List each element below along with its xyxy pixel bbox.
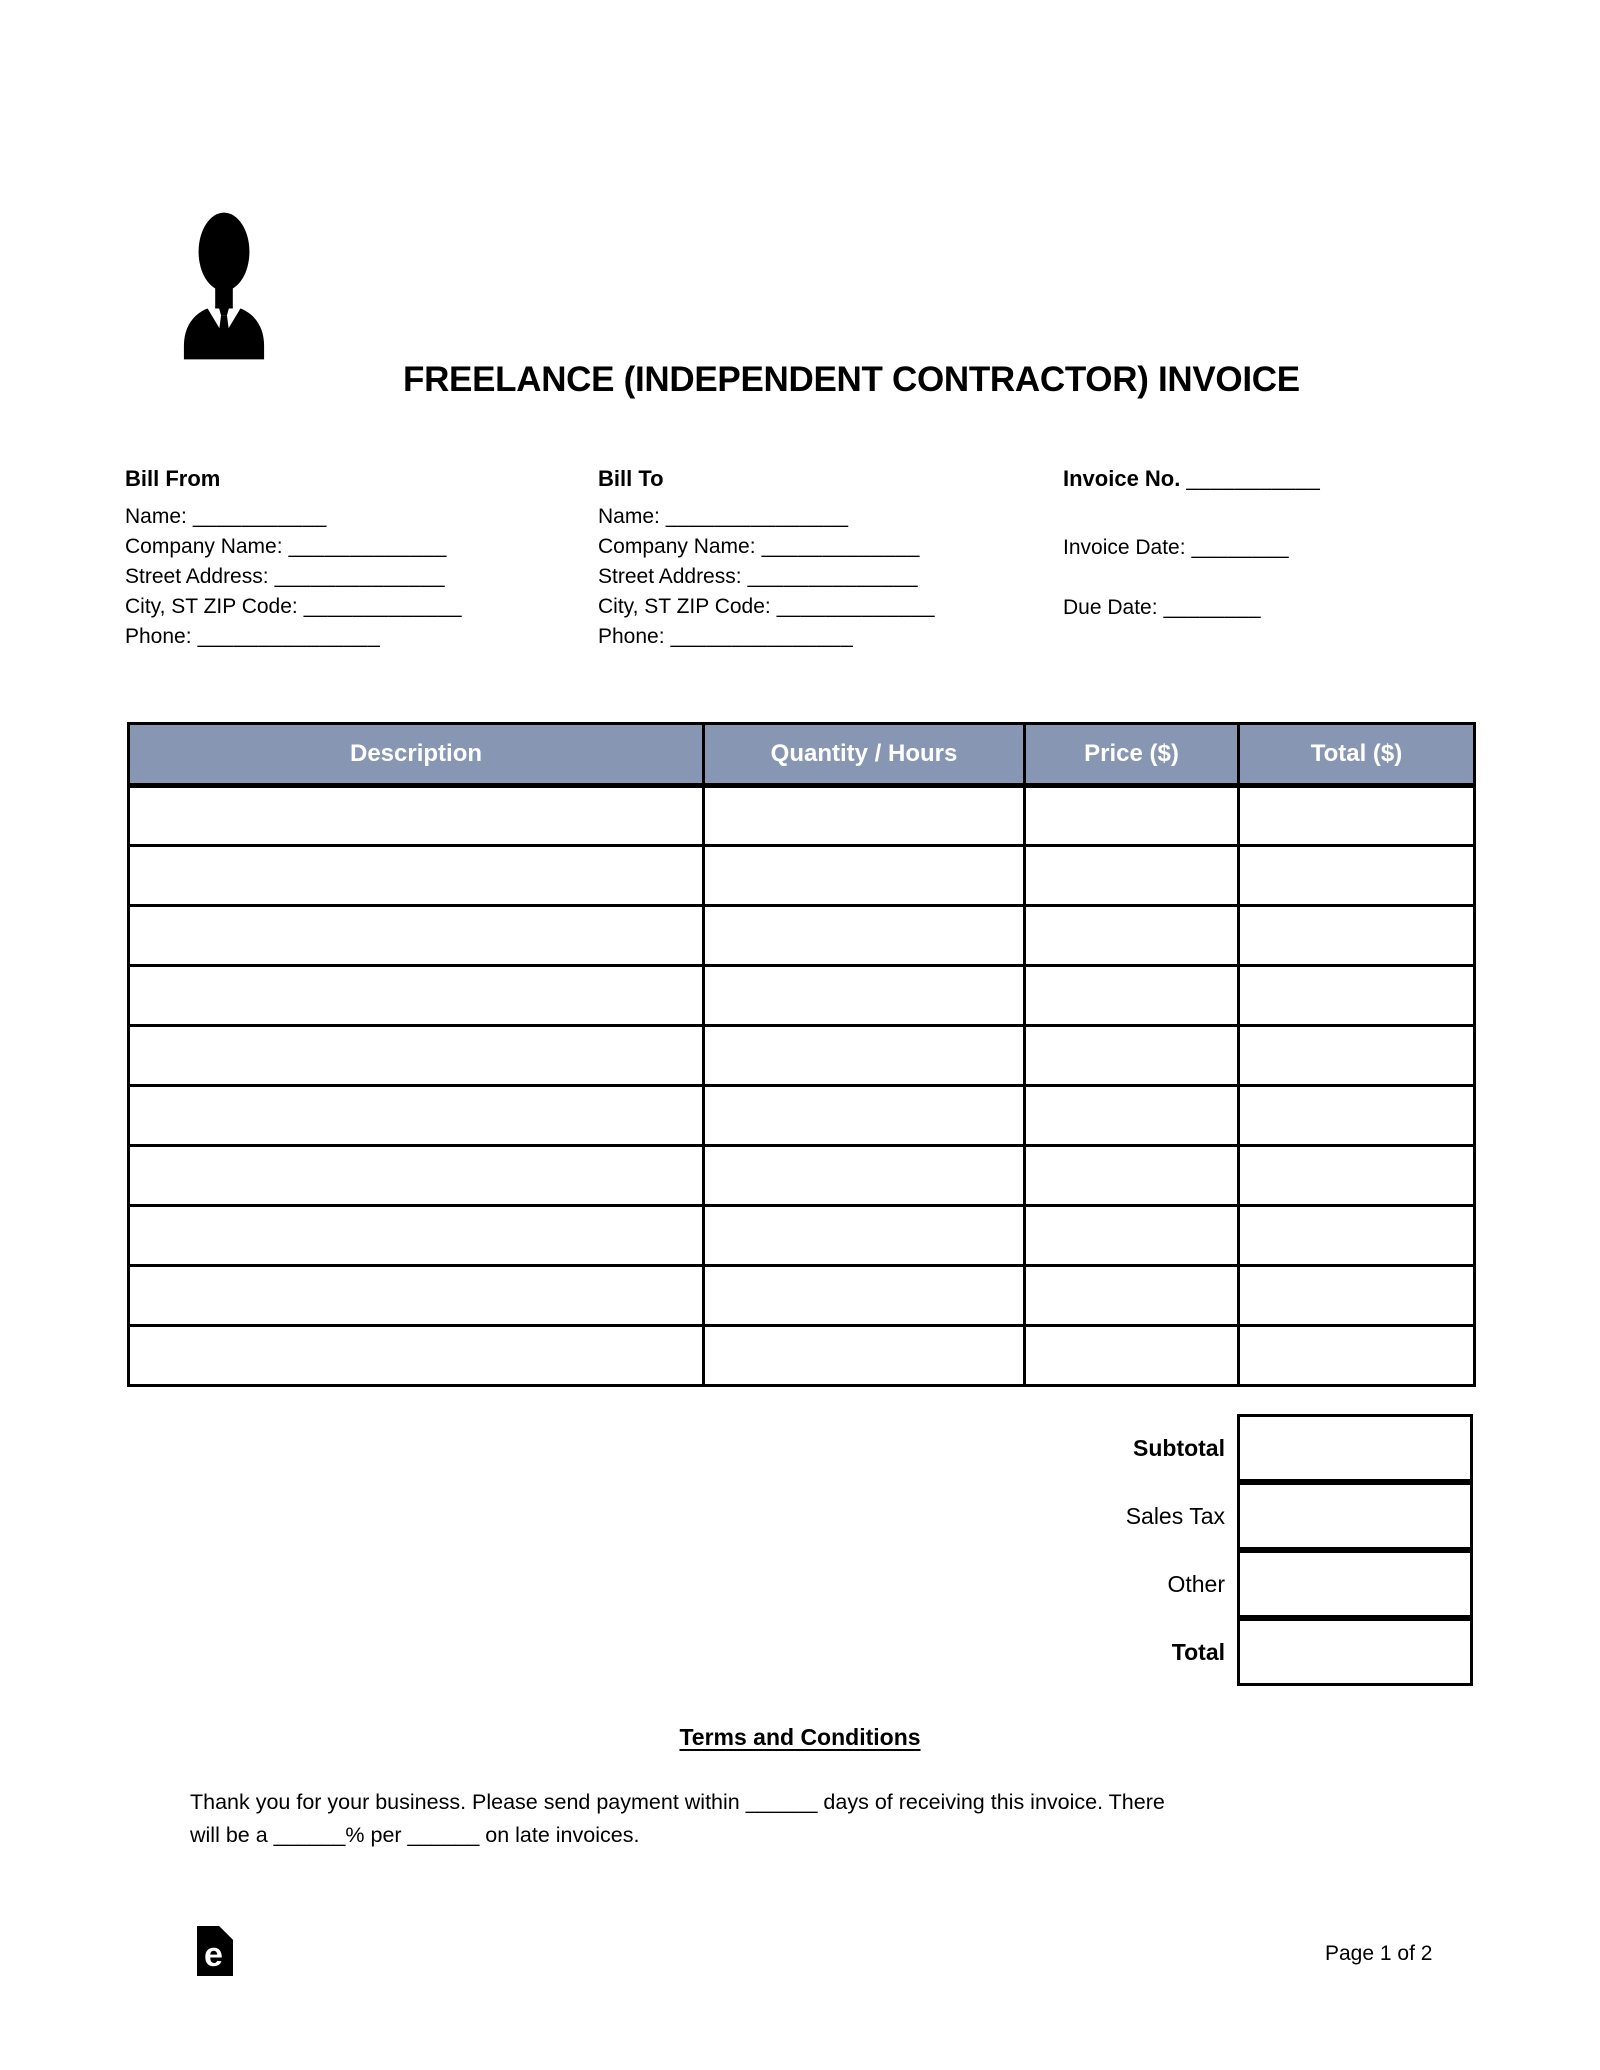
item-cell-price[interactable]	[1025, 1086, 1239, 1146]
summary-row-sales-tax	[127, 1482, 1473, 1550]
column-header-total: Total ($)	[1239, 724, 1475, 786]
field-label: City, ST ZIP Code:	[598, 595, 771, 618]
field-blank[interactable]: ________	[1163, 596, 1261, 619]
bill-to-heading: Bill To	[598, 466, 664, 491]
column-header-description: Description	[129, 724, 704, 786]
item-cell-total[interactable]	[1239, 1266, 1475, 1326]
column-header-price: Price ($)	[1025, 724, 1239, 786]
field-blank[interactable]: ___________	[1186, 468, 1321, 491]
bill-from-phone-field	[125, 622, 462, 652]
item-row	[129, 1026, 1475, 1086]
item-row	[129, 1326, 1475, 1386]
invoice-no-field	[1063, 466, 1320, 492]
item-row	[129, 1266, 1475, 1326]
sales-tax-value-box[interactable]	[1237, 1482, 1473, 1550]
field-blank[interactable]: _____________	[288, 535, 447, 558]
invoice-date-label: Invoice Date:	[1063, 536, 1186, 559]
bill-from-section	[125, 466, 462, 652]
page-title: FREELANCE (INDEPENDENT CONTRACTOR) INVOICE	[403, 360, 1300, 399]
field-label: Street Address:	[598, 565, 742, 588]
item-cell-description[interactable]	[129, 1326, 704, 1386]
field-blank[interactable]: _______________	[670, 625, 854, 648]
item-cell-quantity[interactable]	[704, 1146, 1025, 1206]
item-cell-description[interactable]	[129, 1086, 704, 1146]
field-blank[interactable]: ______________	[274, 565, 446, 588]
field-label: City, ST ZIP Code:	[125, 595, 298, 618]
bill-from-heading: Bill From	[125, 466, 221, 491]
item-cell-quantity[interactable]	[704, 786, 1025, 846]
item-cell-total[interactable]	[1239, 1146, 1475, 1206]
item-cell-description[interactable]	[129, 906, 704, 966]
item-cell-price[interactable]	[1025, 1326, 1239, 1386]
terms-paragraph	[190, 1786, 1165, 1852]
item-cell-total[interactable]	[1239, 846, 1475, 906]
field-label: Name:	[125, 505, 187, 528]
bill-to-street-field	[598, 562, 935, 592]
invoice-no-label: Invoice No.	[1063, 466, 1181, 491]
item-cell-total[interactable]	[1239, 1026, 1475, 1086]
item-cell-description[interactable]	[129, 1026, 704, 1086]
other-value-box[interactable]	[1237, 1550, 1473, 1618]
item-cell-price[interactable]	[1025, 846, 1239, 906]
businessman-icon	[180, 212, 268, 365]
field-blank[interactable]: _______________	[197, 625, 381, 648]
field-label: Company Name:	[125, 535, 283, 558]
eforms-logo-icon	[197, 1926, 233, 1981]
item-cell-description[interactable]	[129, 1266, 704, 1326]
items-table	[127, 722, 1476, 1387]
item-cell-quantity[interactable]	[704, 966, 1025, 1026]
item-cell-price[interactable]	[1025, 786, 1239, 846]
subtotal-value-box[interactable]	[1237, 1414, 1473, 1482]
sales-tax-label: Sales Tax	[1125, 1502, 1225, 1529]
total-value-box[interactable]	[1237, 1618, 1473, 1686]
field-blank[interactable]: _____________	[776, 595, 936, 618]
field-blank[interactable]: ___________	[192, 505, 327, 528]
invoice-date-field	[1063, 536, 1289, 560]
item-cell-quantity[interactable]	[704, 846, 1025, 906]
due-date-field	[1063, 596, 1261, 620]
other-label: Other	[1167, 1570, 1225, 1597]
summary-row-total	[127, 1618, 1473, 1686]
item-row	[129, 1086, 1475, 1146]
bill-from-name-field	[125, 502, 462, 532]
item-cell-price[interactable]	[1025, 1206, 1239, 1266]
summary-row-subtotal	[127, 1414, 1473, 1482]
item-cell-total[interactable]	[1239, 1086, 1475, 1146]
item-cell-description[interactable]	[129, 786, 704, 846]
field-blank[interactable]: _____________	[303, 595, 463, 618]
item-cell-price[interactable]	[1025, 1146, 1239, 1206]
item-cell-total[interactable]	[1239, 786, 1475, 846]
svg-text:e: e	[204, 1936, 223, 1974]
bill-to-city-field	[598, 592, 935, 622]
item-row	[129, 786, 1475, 846]
bill-to-company-field	[598, 532, 935, 562]
field-label: Company Name:	[598, 535, 756, 558]
terms-line-2: will be a ______% per ______ on late invoices.	[190, 1823, 640, 1847]
item-cell-total[interactable]	[1239, 1206, 1475, 1266]
subtotal-label: Subtotal	[1133, 1434, 1225, 1461]
page-number: Page 1 of 2	[1325, 1942, 1433, 1965]
item-row	[129, 1146, 1475, 1206]
summary-section	[127, 1414, 1473, 1686]
item-cell-total[interactable]	[1239, 906, 1475, 966]
total-label: Total	[1171, 1638, 1225, 1665]
field-blank[interactable]: ______________	[747, 565, 919, 588]
due-date-label: Due Date:	[1063, 596, 1158, 619]
item-row	[129, 1206, 1475, 1266]
item-cell-price[interactable]	[1025, 966, 1239, 1026]
bill-to-phone-field	[598, 622, 935, 652]
column-header-quantity-hours: Quantity / Hours	[704, 724, 1025, 786]
bill-to-name-field	[598, 502, 935, 532]
item-cell-price[interactable]	[1025, 906, 1239, 966]
item-row	[129, 846, 1475, 906]
item-cell-description[interactable]	[129, 846, 704, 906]
item-cell-price[interactable]	[1025, 1026, 1239, 1086]
item-row	[129, 906, 1475, 966]
item-cell-description[interactable]	[129, 966, 704, 1026]
item-cell-quantity[interactable]	[704, 1326, 1025, 1386]
summary-row-other	[127, 1550, 1473, 1618]
item-cell-quantity[interactable]	[704, 1026, 1025, 1086]
items-table-header-row	[129, 724, 1475, 786]
terms-heading: Terms and Conditions	[679, 1724, 921, 1750]
bill-to-section	[598, 466, 935, 652]
bill-from-street-field	[125, 562, 462, 592]
terms-line-1: Thank you for your business. Please send payment within ______ days of receiving this invoice. There	[190, 1790, 1165, 1814]
field-blank[interactable]: _____________	[761, 535, 920, 558]
item-cell-total[interactable]	[1239, 966, 1475, 1026]
item-cell-price[interactable]	[1025, 1266, 1239, 1326]
item-cell-quantity[interactable]	[704, 1266, 1025, 1326]
item-row	[129, 966, 1475, 1026]
bill-from-company-field	[125, 532, 462, 562]
field-label: Phone:	[598, 625, 665, 648]
item-cell-quantity[interactable]	[704, 1086, 1025, 1146]
field-label: Street Address:	[125, 565, 269, 588]
field-label: Name:	[598, 505, 660, 528]
item-cell-description[interactable]	[129, 1206, 704, 1266]
field-blank[interactable]: ________	[1191, 536, 1290, 559]
item-cell-total[interactable]	[1239, 1326, 1475, 1386]
bill-from-city-field	[125, 592, 462, 622]
field-label: Phone:	[125, 625, 192, 648]
item-cell-description[interactable]	[129, 1146, 704, 1206]
field-blank[interactable]: _______________	[665, 505, 849, 528]
item-cell-quantity[interactable]	[704, 1206, 1025, 1266]
item-cell-quantity[interactable]	[704, 906, 1025, 966]
